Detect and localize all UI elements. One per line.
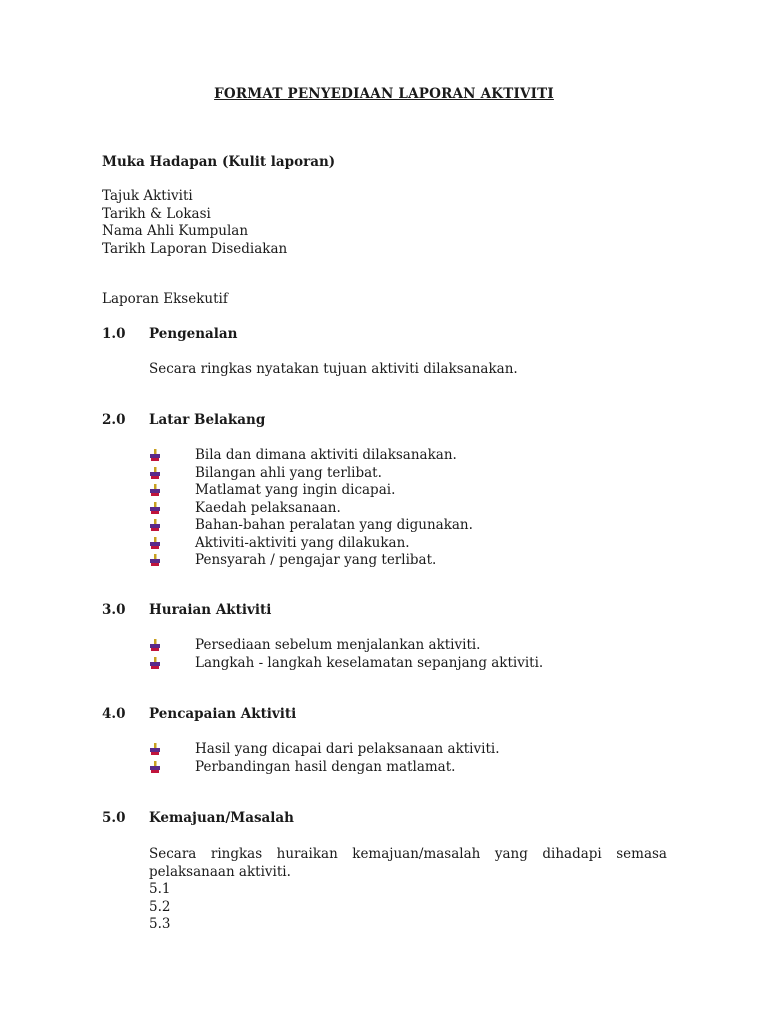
- section-heading: Pencapaian Aktiviti: [149, 706, 297, 722]
- pointing-hand-bullet-icon: [149, 657, 161, 670]
- section-number: 3.0: [102, 602, 126, 618]
- list-item-text: Bahan-bahan peralatan yang digunakan.: [195, 517, 473, 533]
- document-title: FORMAT PENYEDIAAN LAPORAN AKTIVITI: [214, 86, 554, 102]
- cover-item: Tajuk Aktiviti: [102, 188, 193, 204]
- section-text: [149, 846, 667, 934]
- pointing-hand-bullet-icon: [149, 554, 161, 567]
- list-item-text: Hasil yang dicapai dari pelaksanaan aktiviti.: [195, 741, 500, 757]
- pointing-hand-bullet-icon: [149, 743, 161, 756]
- pointing-hand-bullet-icon: [149, 449, 161, 462]
- list-item-text: Persediaan sebelum menjalankan aktiviti.: [195, 637, 481, 653]
- pointing-hand-bullet-icon: [149, 502, 161, 515]
- list-item-text: Aktiviti-aktiviti yang dilakukan.: [195, 534, 410, 551]
- word: yang: [494, 846, 528, 862]
- list-item-text: Langkah - langkah keselamatan sepanjang aktiviti.: [195, 654, 544, 671]
- pointing-hand-bullet-icon: [149, 761, 161, 774]
- word: huraikan: [276, 846, 338, 862]
- cover-item: Nama Ahli Kumpulan: [102, 223, 249, 239]
- pointing-hand-bullet-icon: [149, 519, 161, 532]
- pointing-hand-bullet-icon: [149, 467, 161, 480]
- pointing-hand-bullet-icon: [149, 537, 161, 550]
- cover-item: Tarikh Laporan Disediakan: [102, 240, 288, 257]
- cover-heading: Muka Hadapan (Kulit laporan): [102, 154, 336, 170]
- word: kemajuan/masalah: [352, 846, 481, 862]
- section-heading: Huraian Aktiviti: [149, 602, 272, 618]
- list-item-text: Kaedah pelaksanaan.: [195, 499, 341, 516]
- word: dihadapi: [542, 846, 602, 862]
- list-item-text: Matlamat yang ingin dicapai.: [195, 482, 396, 498]
- word: ringkas: [210, 846, 263, 862]
- text-line: pelaksanaan aktiviti.: [149, 863, 291, 880]
- list-item-text: Bila dan dimana aktiviti dilaksanakan.: [195, 447, 457, 463]
- section-heading: Latar Belakang: [149, 412, 266, 428]
- section-number: 4.0: [102, 706, 126, 722]
- cover-item: Tarikh & Lokasi: [102, 205, 211, 222]
- subitem-number: 5.3: [149, 916, 171, 932]
- justified-line: [149, 846, 667, 864]
- pointing-hand-bullet-icon: [149, 484, 161, 497]
- executive-heading: Laporan Eksekutif: [102, 291, 228, 307]
- word: Secara: [149, 846, 197, 862]
- section-text: Secara ringkas nyatakan tujuan aktiviti dilaksanakan.: [149, 361, 518, 377]
- list-item-text: Perbandingan hasil dengan matlamat.: [195, 758, 456, 775]
- section-number: 5.0: [102, 810, 126, 826]
- pointing-hand-bullet-icon: [149, 639, 161, 652]
- list-item-text: Pensyarah / pengajar yang terlibat.: [195, 552, 437, 568]
- section-number: 2.0: [102, 412, 126, 428]
- subitem-number: 5.1: [149, 881, 171, 897]
- section-number: 1.0: [102, 326, 126, 342]
- section-heading: Kemajuan/Masalah: [149, 810, 294, 826]
- subitem-number: 5.2: [149, 898, 171, 915]
- list-item-text: Bilangan ahli yang terlibat.: [195, 464, 382, 481]
- cover-list: [102, 188, 287, 258]
- section-heading: Pengenalan: [149, 326, 238, 342]
- word: semasa: [616, 846, 667, 862]
